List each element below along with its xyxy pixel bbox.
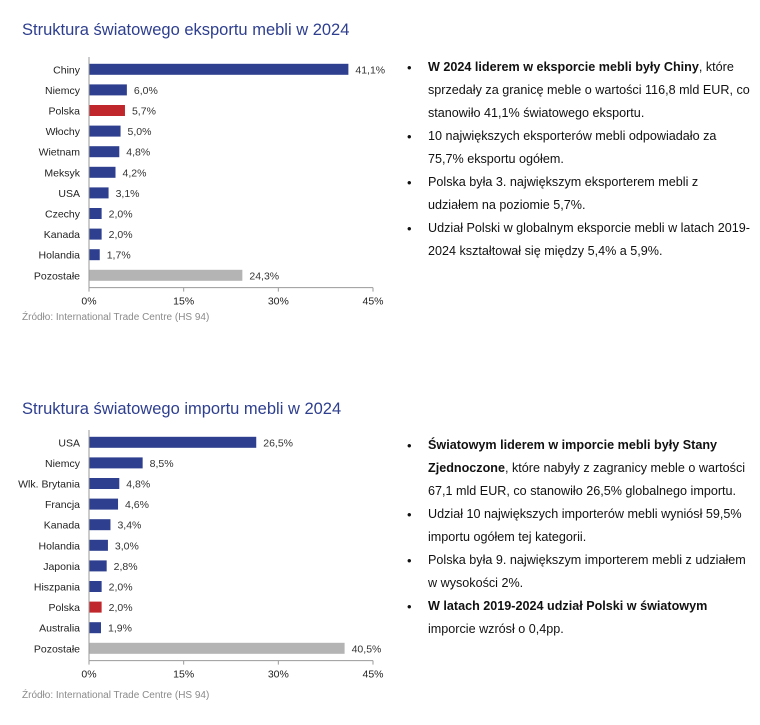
import-bar-chart — [0, 428, 400, 683]
bar-holandia — [89, 540, 108, 551]
value-label: 3,0% — [114, 540, 139, 553]
bullet-text: Polska była 9. największym importerem mebli z udziałem w wysokości 2%. — [428, 553, 746, 590]
bar-polska — [89, 105, 125, 116]
value-label: 4,8% — [126, 146, 151, 159]
x-tick-label: 30% — [267, 295, 289, 308]
bar-włochy — [89, 126, 121, 137]
bar-wlk-brytania — [89, 478, 119, 489]
bar-australia — [89, 622, 101, 633]
bullet-item — [405, 217, 750, 263]
value-label: 2,0% — [108, 581, 133, 594]
export-source-note: Źródło: International Trade Centre (HS 94) — [22, 312, 210, 323]
category-label: Włochy — [45, 126, 80, 139]
bullet-text: imporcie wzrósł o 0,4pp. — [428, 622, 564, 636]
bullet-item — [405, 503, 750, 549]
bar-usa — [89, 437, 256, 448]
bar-niemcy — [89, 457, 143, 468]
category-label: Chiny — [53, 64, 80, 77]
bullet-text: 10 największych eksporterów mebli odpowiadało za 75,7% eksportu ogółem. — [428, 129, 717, 166]
export-chart-title: Struktura światowego eksportu mebli w 2024 — [22, 21, 350, 39]
value-label: 5,0% — [127, 126, 152, 139]
value-label: 2,0% — [108, 208, 133, 221]
bar-kanada — [89, 519, 110, 530]
bar-wietnam — [89, 146, 119, 157]
value-label: 8,5% — [149, 457, 174, 470]
import-source-note: Źródło: International Trade Centre (HS 94) — [22, 690, 210, 701]
bullet-item — [405, 549, 750, 595]
value-label: 2,8% — [113, 560, 138, 573]
bar-holandia — [89, 249, 100, 260]
value-label: 40,5% — [351, 643, 382, 656]
category-label: Hiszpania — [33, 581, 80, 594]
import-chart-title: Struktura światowego importu mebli w 2024 — [22, 400, 342, 418]
x-tick-label: 15% — [173, 295, 195, 308]
bullet-bold-text: Światowym liderem w imporcie mebli były Stany Zjednoczone — [428, 438, 718, 475]
bar-francja — [89, 499, 118, 510]
x-tick-label: 15% — [173, 668, 195, 681]
category-label: Australia — [39, 622, 80, 635]
category-label: Czechy — [44, 208, 80, 221]
value-label: 2,0% — [108, 229, 133, 242]
value-label: 5,7% — [131, 105, 156, 118]
category-label: Kanada — [43, 229, 80, 242]
bar-niemcy — [89, 84, 127, 95]
export-bar-chart — [0, 55, 400, 310]
x-tick-label: 45% — [362, 668, 384, 681]
category-label: Pozostałe — [33, 270, 80, 283]
bullet-item — [405, 56, 750, 125]
value-label: 26,5% — [263, 437, 294, 450]
category-label: Holandia — [38, 540, 80, 553]
value-label: 24,3% — [249, 270, 280, 283]
value-label: 3,1% — [115, 187, 140, 200]
value-label: 3,4% — [117, 519, 142, 532]
value-label: 6,0% — [133, 84, 158, 97]
bar-czechy — [89, 208, 102, 219]
category-label: Francja — [44, 499, 80, 512]
value-label: 1,7% — [106, 249, 131, 262]
bullet-item — [405, 125, 750, 171]
x-tick-label: 45% — [362, 295, 384, 308]
x-tick-label: 0% — [81, 668, 97, 681]
x-tick-label: 0% — [81, 295, 97, 308]
bar-usa — [89, 187, 109, 198]
export-bullet-list — [405, 56, 750, 263]
value-label: 1,9% — [107, 622, 132, 635]
category-label: Wietnam — [38, 146, 80, 159]
bar-pozostałe — [89, 643, 345, 654]
category-label: Japonia — [43, 560, 80, 573]
bullet-bold-text: W latach 2019-2024 udział Polski w światowym — [428, 599, 708, 613]
bullet-text: , które nabyły z zagranicy meble o wartości 67,1 mld EUR, co stanowiło 26,5% globalnego importu. — [428, 461, 746, 498]
bar-hiszpania — [89, 581, 102, 592]
category-label: USA — [58, 187, 80, 200]
category-label: USA — [58, 437, 80, 450]
bullet-bold-text: W 2024 liderem w eksporcie mebli były Chiny — [428, 60, 699, 74]
bullet-item — [405, 171, 750, 217]
category-label: Kanada — [43, 519, 80, 532]
category-label: Holandia — [38, 249, 80, 262]
bullet-item — [405, 595, 750, 641]
bar-meksyk — [89, 167, 116, 178]
bullet-text: , które sprzedały za granicę meble o wartości 116,8 mld EUR, co stanowiło 41,1% światowego eksportu. — [428, 60, 750, 120]
bar-japonia — [89, 560, 107, 571]
import-bullet-list — [405, 434, 750, 641]
bar-kanada — [89, 229, 102, 240]
bullet-text: Polska była 3. największym eksporterem mebli z udziałem na poziomie 5,7%. — [428, 175, 699, 212]
category-label: Meksyk — [44, 167, 80, 180]
value-label: 4,6% — [125, 499, 149, 512]
bullet-text: Udział 10 największych importerów mebli wyniósł 59,5% importu ogółem tej kategorii. — [428, 507, 742, 544]
bullet-item — [405, 434, 750, 503]
bar-chiny — [89, 64, 348, 75]
x-tick-label: 30% — [267, 668, 289, 681]
bar-pozostałe — [89, 270, 242, 281]
category-label: Wlk. Brytania — [18, 478, 80, 491]
value-label: 4,2% — [122, 167, 147, 180]
bar-polska — [89, 602, 102, 613]
category-label: Niemcy — [44, 457, 80, 470]
bullet-text: Udział Polski w globalnym eksporcie mebli w latach 2019-2024 kształtował się między 5,4% a 5,9%. — [428, 221, 750, 258]
value-label: 2,0% — [108, 602, 133, 615]
category-label: Pozostałe — [33, 643, 80, 656]
value-label: 4,8% — [126, 478, 151, 491]
category-label: Polska — [48, 602, 80, 615]
category-label: Polska — [48, 105, 80, 118]
value-label: 41,1% — [355, 64, 386, 77]
category-label: Niemcy — [44, 84, 80, 97]
